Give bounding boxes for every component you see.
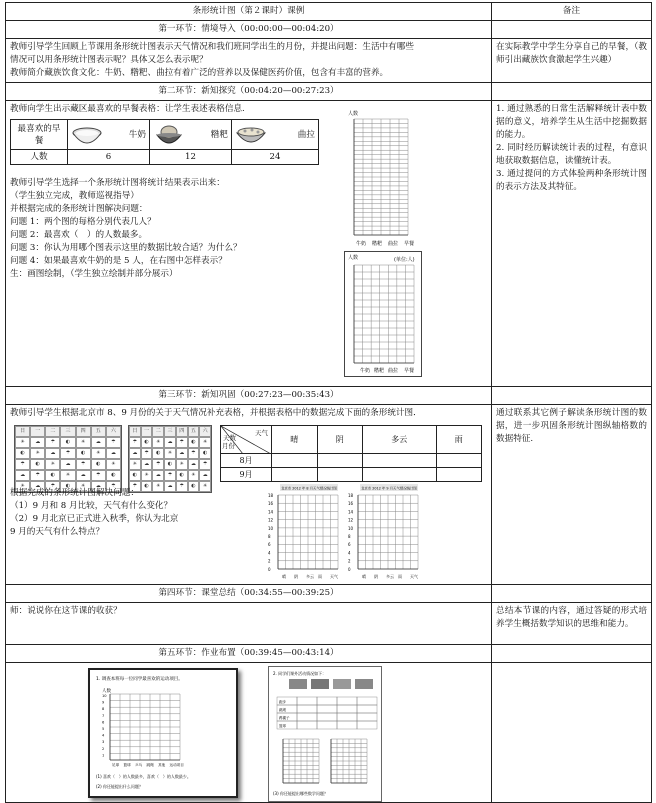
weather-chart-ytick: 16 <box>268 501 274 507</box>
calendar-day-cell: ☀ <box>164 448 176 459</box>
blank-bar-chart-1 <box>342 107 422 247</box>
calendar-day-cell: ☁ <box>60 459 75 470</box>
weather-bar-charts <box>264 483 424 583</box>
weather-chart-ytick: 0 <box>348 566 351 572</box>
hw1-ylabel: 人数 <box>102 689 111 694</box>
hw1-xlabel: 运动项目 <box>169 763 184 767</box>
remark-header: 备注 <box>492 3 652 21</box>
calendar-day-cell: ☀ <box>15 437 30 448</box>
weather-chart-ytick: 12 <box>348 517 354 523</box>
calendar-day-cell: ☀ <box>60 470 75 481</box>
hw2-row-label: 跳绳 <box>279 708 286 712</box>
chart2-cat-2: 曲拉 <box>388 368 399 374</box>
calendar-day-cell: ◐ <box>176 470 188 481</box>
calendar-day-cell: ☁ <box>141 459 153 470</box>
weather-chart-ytick: 4 <box>268 550 271 556</box>
hw1-ytick: 4 <box>102 733 105 738</box>
calendar-day-cell: ◐ <box>76 448 91 459</box>
weather-chart-xlabel: 晴 <box>282 574 286 579</box>
calendar-day-cell: ◐ <box>164 459 176 470</box>
weather-chart-xlabel: 阴 <box>374 574 378 579</box>
hw2-table-cell <box>297 697 317 705</box>
section-title-3: 第三环节：新知巩固（00:27:23—00:35:43） <box>6 387 492 405</box>
calendar-day-cell: ◐ <box>30 459 45 470</box>
calendar-day-cell: ◐ <box>199 448 211 459</box>
hw1-xlabel: 其他 <box>158 763 166 767</box>
section-body-2: 教师向学生出示藏区最喜欢的早餐表格：让学生表述表格信息. 最喜欢的早餐 牛奶 糌粑 曲拉 人数 6 12 24 教师引导学生选择一个条形统计图将统计结果表示出来： （学生独立完成，教师巡视指导） 并根据完成的条形统计图解决问题： 问题 1：两个图的每格分别代表几人？ 问题 2：最喜欢（ ）的人数最多。 问题 3：你认为用哪个图表示这里的数据比较合适？为什么？ 问题 4：如果最喜欢牛奶的是 5 人，在右图中怎样表示？ 生：画图绘制，（学生独立绘制并部分展示） 人数 牛奶 糌粑 曲拉 早餐 人数 (单位:人) 牛奶 糌粑 曲拉 早餐 <box>6 101 492 387</box>
section-note-4: 总结本节课的内容，通过答疑的形式培养学生概括数学知识的思维和能力。 <box>492 603 652 645</box>
calendar-day-cell: ☁ <box>15 470 30 481</box>
weather-table-corner: 天气 天数 月份 <box>221 426 272 454</box>
calendar-day-cell: ◐ <box>60 481 75 492</box>
calendar-day-cell: ☁ <box>176 448 188 459</box>
chart1-cat-1: 糌粑 <box>372 241 383 247</box>
section-title-1: 第一环节：情境导入（00:00:00—00:04:20） <box>6 21 492 39</box>
calendar-day-cell: ☂ <box>15 459 30 470</box>
weather-chart-ytick: 4 <box>348 550 351 556</box>
weather-chart-ytick: 10 <box>348 525 354 531</box>
hw1-ytick: 7 <box>102 713 105 718</box>
hw2-table-cell <box>317 705 337 713</box>
calendar-day-cell: ☂ <box>106 437 121 448</box>
weather-row-sep: 9月 <box>221 468 272 482</box>
calendar-day-cell: ◐ <box>45 470 60 481</box>
section-body-3: 教师引导学生根据北京市 8、9 月份的关于天气情况补充表格，并根据表格中的数据完成下面的条形统计图． 日 一 二 三 四 五 六 ☀ ☁ ☂ ◐ ☀ ☁ ☂ ◐ ☀ ☁ ☂ ◐ ☀ ☁ ☂ ◐ ☀ ☁ ☂ ◐ ☀ ☁ ☂ ◐ ☀ ☁ ☂ ◐ ☀ ☁ ☂ ◐ ☀ ☁ ☂ 日 一 二 三 四 五 六 ☂ ◐ ☀ ☁ ☂ ◐ ☀ ☁ ☂ ◐ ☀ ☁ ☂ ◐ ☀ ☁ ☂ ◐ ☀ ☁ ☂ ◐ ☀ ☁ ☂ ◐ ☀ ☁ ☂ ◐ ☀ ☁ ☂ ◐ ☀ 天气 天数 月份 晴 阴 多云 雨 8月 9月 根据完成的条形统计图解决问题： （1）9 月和 8 月比较，天气有什么变化？ （2）9 月北京已正式进入秋季，你认为北京 9 月的天气有什么特点？ 北京市 2012 年 8 月天气情况统计图 18 16 14 12 10 8 6 4 2 0 晴 阴 多云 雨 天气 北京市 2012 年 9 月天气情况统计图 18 16 14 12 10 8 6 4 2 0 晴 阴 多云 雨 天气 <box>6 405 492 585</box>
breakfast-row-label: 最喜欢的早餐 <box>11 120 68 150</box>
hw2-footer: (3) 你还能提出哪些数学问题？ <box>273 791 328 796</box>
calendar-day-cell: ☀ <box>152 437 164 448</box>
food-milk: 牛奶 <box>68 120 150 150</box>
hw2-table-cell <box>337 721 357 729</box>
chart2-cat-3: 早餐 <box>404 368 415 374</box>
hw2-table-cell <box>357 705 377 713</box>
section-note-3: 通过联系其它例子解读条形统计图的数据，进一步巩固条形统计图纵轴格数的数据特征. <box>492 405 652 585</box>
chart2-cat-1: 糌粑 <box>374 368 385 374</box>
calendar-day-cell: ☂ <box>176 437 188 448</box>
weather-chart-xlabel: 多云 <box>306 574 314 579</box>
hw1-xlabel: 跳绳 <box>146 763 154 767</box>
section-title-4: 第四环节：课堂总结（00:34:55—00:39:25） <box>6 585 492 603</box>
hw2-table-cell <box>357 697 377 705</box>
weather-chart-ytick: 6 <box>348 542 351 548</box>
weather-chart-ytick: 16 <box>348 501 354 507</box>
hw1-ytick: 10 <box>102 694 107 698</box>
calendar-day-cell: ☀ <box>152 481 164 492</box>
weather-row-aug: 8月 <box>221 454 272 468</box>
count-milk: 6 <box>68 150 150 165</box>
calendar-day-cell: ◐ <box>106 470 121 481</box>
hw1-ytick: 3 <box>102 740 105 745</box>
weather-col-overcast: 阴 <box>317 426 363 454</box>
calendar-day-cell: ☁ <box>91 481 106 492</box>
qula-bowl-icon <box>235 123 267 147</box>
weather-chart-ytick: 0 <box>268 566 271 572</box>
calendar-day-cell: ☁ <box>164 437 176 448</box>
calendar-day-cell: ☁ <box>152 470 164 481</box>
calendar-day-cell: ☀ <box>199 481 211 492</box>
calendar-day-cell: ☀ <box>129 459 141 470</box>
calendar-day-cell: ☂ <box>188 448 200 459</box>
weather-chart-ytick: 8 <box>348 534 351 539</box>
calendar-day-cell: ☁ <box>45 448 60 459</box>
chart2-cat-0: 牛奶 <box>360 368 371 374</box>
weather-chart-xlabel: 天气 <box>410 574 418 579</box>
calendar-day-cell: ☁ <box>199 470 211 481</box>
calendar-day-cell: ☀ <box>106 459 121 470</box>
breakfast-count-label: 人数 <box>11 150 68 165</box>
calendar-day-cell: ☂ <box>76 459 91 470</box>
weather-chart-ytick: 14 <box>348 509 354 515</box>
hw1-q1: (1) 喜欢（ ）的人数最多，喜欢（ ）的人数最少。 <box>96 774 191 779</box>
section-title-5: 第五环节：作业布置（00:39:45—00:43:14） <box>6 645 492 663</box>
chart1-cat-0: 牛奶 <box>356 241 367 247</box>
weather-chart-ytick: 14 <box>268 509 274 515</box>
section-body-4: 师：说说你在这节课的收获？ <box>6 603 492 645</box>
weather-chart-xlabel: 雨 <box>318 574 322 579</box>
chart1-cat-3: 早餐 <box>404 241 415 247</box>
september-calendar: 日 一 二 三 四 五 六 ☂ ◐ ☀ ☁ ☂ ◐ ☀ ☁ ☂ ◐ ☀ ☁ ☂ ◐ ☀ ☁ ☂ ◐ ☀ ☁ ☂ ◐ ☀ ☁ ☂ ◐ ☀ ☁ ☂ ◐ ☀ ☁ ☂ ◐ ☀ <box>128 425 212 493</box>
hw2-table-cell <box>297 705 317 713</box>
calendar-day-cell: ☂ <box>152 459 164 470</box>
calendar-day-cell: ☀ <box>45 459 60 470</box>
chart2-unit: (单位:人) <box>394 257 415 263</box>
hw2-table-cell <box>317 713 337 721</box>
hw2-row-label: 踢毽子 <box>279 716 290 720</box>
calendar-day-cell: ☁ <box>129 448 141 459</box>
section-note-2: 1. 通过熟悉的日常生活解释统计表中数据的意义，培养学生从生活中挖掘数据的能力。 2. 同时经历解读统计表的过程，有意识地获取数据信息，读懂统计表。 3. 通过提问的方式体验两种条形统计图的表示方法及其特征。 <box>492 101 652 387</box>
chart1-ylabel: 人数 <box>348 111 359 117</box>
food-qula: 曲拉 <box>232 120 319 150</box>
calendar-day-cell: ☁ <box>30 481 45 492</box>
weather-chart-xlabel: 天气 <box>330 574 338 579</box>
calendar-day-cell: ◐ <box>188 437 200 448</box>
hw1-xlabel: 乒乓 <box>135 763 143 767</box>
hw1-xlabel: 足球 <box>112 763 120 767</box>
hw1-ytick: 5 <box>102 727 105 731</box>
calendar-day-cell: ☂ <box>164 470 176 481</box>
lesson-plan-table <box>5 2 652 803</box>
weather-chart-ytick: 10 <box>268 525 274 531</box>
homework-card-1 <box>88 668 238 798</box>
hw2-table-cell <box>297 713 317 721</box>
count-tsampa: 12 <box>150 150 232 165</box>
breakfast-table <box>10 119 319 165</box>
hw2-title: 2. 同学们课外活动情况如下： <box>273 671 327 676</box>
section-body-1: 教师引导学生回顾上节课用条形统计图表示天气情况和我们班同学出生的月份，并提出问题：生活中有哪些 情况可以用条形统计图表示呢？具体又怎么表示呢？ 教师简介藏族饮食文化：牛奶、糌粑、曲拉有着广泛的营养以及保健医药价值，包含有丰富的营养。 <box>6 39 492 83</box>
calendar-day-cell: ☂ <box>60 448 75 459</box>
calendar-day-cell: ◐ <box>60 437 75 448</box>
calendar-day-cell: ☀ <box>141 470 153 481</box>
calendar-day-cell: ◐ <box>141 437 153 448</box>
calendar-day-cell: ☂ <box>91 470 106 481</box>
calendar-day-cell: ☂ <box>106 481 121 492</box>
weather-chart-ytick: 8 <box>268 534 271 539</box>
weather-chart-ytick: 6 <box>268 542 271 548</box>
calendar-day-cell: ☂ <box>30 470 45 481</box>
weather-chart-ytick: 18 <box>348 493 354 498</box>
calendar-day-cell: ☂ <box>129 437 141 448</box>
calendar-day-cell: ☂ <box>141 448 153 459</box>
weather-col-sunny: 晴 <box>272 426 318 454</box>
weather-chart-xlabel: 雨 <box>398 574 402 579</box>
august-calendar: 日 一 二 三 四 五 六 ☀ ☁ ☂ ◐ ☀ ☁ ☂ ◐ ☀ ☁ ☂ ◐ ☀ ☁ ☂ ◐ ☀ ☁ ☂ ◐ ☀ ☁ ☂ ◐ ☀ ☁ ☂ ◐ ☀ ☁ ☂ ◐ ☀ ☁ ☂ <box>14 425 122 493</box>
hw1-xlabel: 篮球 <box>123 763 131 767</box>
weather-table <box>220 425 482 482</box>
tsampa-bowl-icon <box>153 123 185 147</box>
calendar-day-cell: ◐ <box>152 448 164 459</box>
hw2-table-cell <box>337 705 357 713</box>
calendar-day-cell: ☁ <box>91 437 106 448</box>
chart2-ylabel: 人数 <box>348 255 359 261</box>
calendar-day-cell: ◐ <box>91 459 106 470</box>
food-tsampa: 糌粑 <box>150 120 232 150</box>
calendar-day-cell: ☂ <box>129 481 141 492</box>
chart1-cat-2: 曲拉 <box>388 241 399 247</box>
weather-chart-xlabel: 多云 <box>386 574 394 579</box>
section-3-questions: 根据完成的条形统计图解决问题： （1）9 月和 8 月比较，天气有什么变化？ （2）9 月北京已正式进入秋季，你认为北京 9 月的天气有什么特点？ <box>10 488 179 537</box>
hw2-table-cell <box>317 697 337 705</box>
weather-chart-xlabel: 晴 <box>362 574 366 579</box>
calendar-day-cell: ☀ <box>91 448 106 459</box>
weather-chart-title: 北京市 2012 年 8 月天气情况统计图 <box>281 486 337 491</box>
calendar-day-cell: ☀ <box>176 459 188 470</box>
homework-card-2 <box>268 666 382 802</box>
weather-chart-ytick: 18 <box>268 493 274 498</box>
hw2-row-label: 篮球 <box>279 724 286 728</box>
hw2-table-cell <box>337 697 357 705</box>
calendar-day-cell: ☁ <box>164 481 176 492</box>
calendar-day-cell: ☀ <box>188 470 200 481</box>
calendar-day-cell: ☀ <box>199 437 211 448</box>
hw2-row-label: 跑步 <box>279 700 286 704</box>
calendar-day-cell: ☀ <box>76 437 91 448</box>
calendar-day-cell: ☁ <box>76 470 91 481</box>
calendar-day-cell: ◐ <box>188 481 200 492</box>
calendar-day-cell: ☂ <box>45 481 60 492</box>
weather-col-rain: 雨 <box>436 426 482 454</box>
hw1-title: 1. 调查本班每一位同学最喜欢的运动项目。 <box>96 677 183 682</box>
hw2-table-cell <box>357 721 377 729</box>
hw1-ytick: 9 <box>102 700 105 705</box>
weather-chart-ytick: 12 <box>268 517 274 523</box>
section-title-2: 第二环节：新知探究（00:04:20—00:27:23） <box>6 83 492 101</box>
weather-chart-ytick: 2 <box>348 558 351 564</box>
blank-bar-chart-2 <box>344 251 422 377</box>
hw2-table-cell <box>357 713 377 721</box>
hw2-table-cell <box>297 721 317 729</box>
hw1-ytick: 6 <box>102 720 105 725</box>
hw1-q2: (2) 你还能提出什么问题？ <box>96 784 143 789</box>
count-qula: 24 <box>232 150 319 165</box>
calendar-day-cell: ◐ <box>129 470 141 481</box>
calendar-day-cell: ☁ <box>106 448 121 459</box>
milk-bowl-icon <box>71 123 103 147</box>
hw1-ytick: 8 <box>102 707 105 712</box>
calendar-day-cell: ☁ <box>188 459 200 470</box>
hw2-table-cell <box>337 713 357 721</box>
calendar-day-cell: ☀ <box>30 448 45 459</box>
calendar-day-cell: ☂ <box>45 437 60 448</box>
weather-col-cloudy: 多云 <box>363 426 437 454</box>
calendar-day-cell: ☁ <box>30 437 45 448</box>
hw1-ytick: 2 <box>102 746 105 751</box>
hw1-ytick: 1 <box>102 753 105 758</box>
calendar-day-cell: ◐ <box>15 448 30 459</box>
calendar-day-cell: ☀ <box>76 481 91 492</box>
calendar-day-cell: ☂ <box>176 481 188 492</box>
weather-chart-title: 北京市 2012 年 9 月天气情况统计图 <box>361 486 417 491</box>
calendar-day-cell: ◐ <box>141 481 153 492</box>
section-body-5 <box>6 663 492 803</box>
lesson-title: 条形统计图（第２课时）课例 <box>6 3 492 21</box>
section-note-1: 在实际教学中学生分享自己的早餐，（教师引出藏族饮食激起学生兴趣） <box>492 39 652 83</box>
calendar-day-cell: ☀ <box>15 481 30 492</box>
hw2-table-cell <box>317 721 337 729</box>
weather-chart-xlabel: 阴 <box>294 574 298 579</box>
weather-chart-ytick: 2 <box>268 558 271 564</box>
calendar-day-cell: ☂ <box>199 459 211 470</box>
